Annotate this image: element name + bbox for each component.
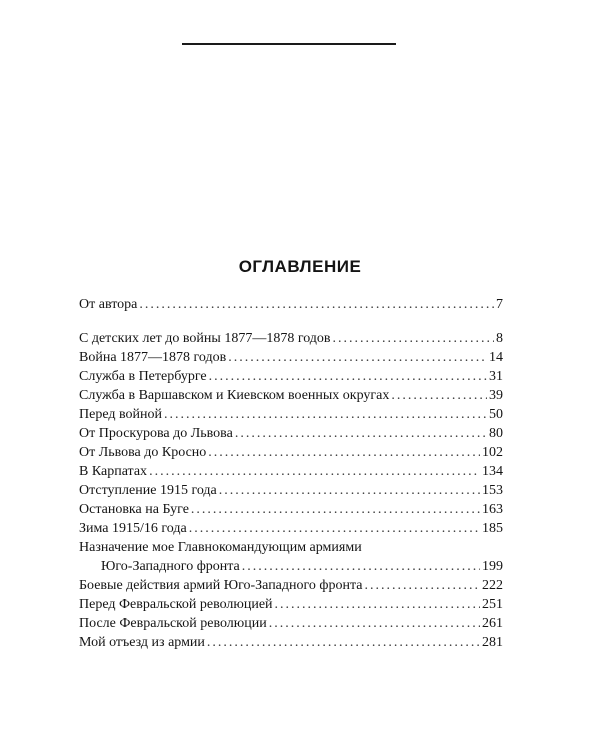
toc-entry	[79, 329, 503, 348]
dot-leader	[207, 633, 480, 652]
toc-entry	[79, 405, 503, 424]
toc-entry-page: 7	[496, 297, 503, 312]
dot-leader	[189, 519, 480, 538]
toc-entry	[79, 614, 503, 633]
toc-entry-page: 163	[482, 502, 503, 517]
toc-entry-page: 134	[482, 464, 503, 479]
dot-leader	[149, 462, 480, 481]
top-rule	[182, 43, 396, 45]
toc-entry-title: Перед войной	[79, 407, 162, 422]
toc-entry-title: Назначение мое Главнокомандующим армиями	[79, 540, 362, 555]
toc-entry	[79, 500, 503, 519]
toc-entry-title: Служба в Петербурге	[79, 369, 207, 384]
toc-entry-page: 14	[489, 350, 503, 365]
dot-leader	[391, 386, 487, 405]
dot-leader	[219, 481, 480, 500]
toc-entry-title: Юго-Западного фронта	[101, 559, 240, 574]
dot-leader	[191, 500, 480, 519]
toc-entry-title: Зима 1915/16 года	[79, 521, 187, 536]
toc-entry-title: Служба в Варшавском и Киевском военных округах	[79, 388, 390, 403]
toc-entry-page: 102	[482, 445, 503, 460]
dot-leader	[208, 443, 480, 462]
toc-entry	[79, 519, 503, 538]
toc-entry	[79, 424, 503, 443]
dot-leader	[275, 595, 480, 614]
dot-leader	[139, 295, 494, 314]
toc-entry-page: 261	[482, 616, 503, 631]
toc-entry-page: 281	[482, 635, 503, 650]
toc-entry-title: Отступление 1915 года	[79, 483, 217, 498]
toc-entry-page: 80	[489, 426, 503, 441]
toc-entry	[79, 557, 503, 576]
toc-entry	[79, 633, 503, 652]
dot-leader	[164, 405, 487, 424]
toc-entry-title: Война 1877—1878 годов	[79, 350, 227, 365]
toc-entry	[79, 295, 503, 314]
toc-entry-title: Боевые действия армий Юго-Западного фронта	[79, 578, 363, 593]
toc-entry-page: 185	[482, 521, 503, 536]
toc-entry-title: После Февральской революции	[79, 616, 267, 631]
toc-entry-page: 50	[489, 407, 503, 422]
toc-entry-title: От Львова до Кросно	[79, 445, 207, 460]
toc-entry	[79, 386, 503, 405]
toc-entry-title: Мой отъезд из армии	[79, 635, 205, 650]
dot-leader	[269, 614, 480, 633]
toc-entry-page: 31	[489, 369, 503, 384]
dot-leader	[242, 557, 480, 576]
toc-entry-page: 222	[482, 578, 503, 593]
dot-leader	[333, 329, 494, 348]
toc-entry-title: В Карпатах	[79, 464, 148, 479]
dot-leader	[228, 348, 487, 367]
toc-entry-page: 39	[489, 388, 503, 403]
toc-entry-title: Остановка на Буге	[79, 502, 189, 517]
toc-entry	[79, 576, 503, 595]
toc-entry-title: Перед Февральской революцией	[79, 597, 273, 612]
toc-entry-page: 8	[496, 331, 503, 346]
toc-entry-page: 199	[482, 559, 503, 574]
toc-title: ОГЛАВЛЕНИЕ	[238, 257, 362, 276]
toc-entry	[79, 595, 503, 614]
toc-entry	[79, 348, 503, 367]
toc-entry	[79, 538, 503, 557]
dot-leader	[364, 576, 480, 595]
toc-entry-title: С детских лет до войны 1877—1878 годов	[79, 331, 331, 346]
toc-list	[79, 295, 503, 652]
dot-leader	[235, 424, 487, 443]
toc-entry	[79, 367, 503, 386]
toc-entry-title: От Проскурова до Львова	[79, 426, 233, 441]
toc-entry	[79, 481, 503, 500]
toc-entry-page: 153	[482, 483, 503, 498]
toc-entry-title: От автора	[79, 297, 138, 312]
toc-entry-page: 251	[482, 597, 503, 612]
toc-entry	[79, 462, 503, 481]
dot-leader	[209, 367, 487, 386]
toc-entry	[79, 443, 503, 462]
